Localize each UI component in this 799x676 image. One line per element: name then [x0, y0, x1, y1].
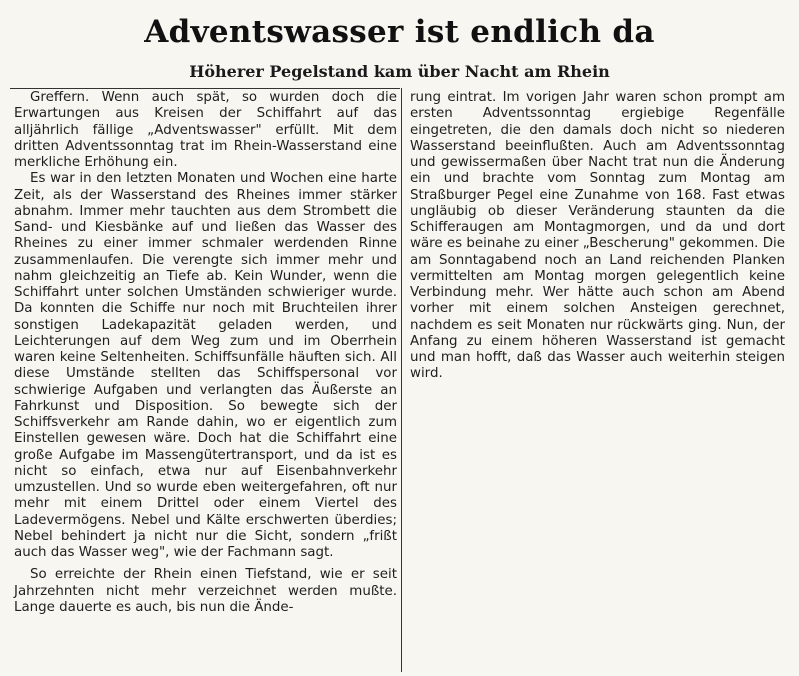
paragraph-4: rung eintrat. Im vorigen Jahr waren schon prompt am ersten Adventssonntag ergiebige Regenfälle eingetreten, die den damals doch nicht so niederen Wasserstand beeinflußten. Auch am Adventssonntag und gewissermaßen über Nacht trat nun die Änderung ein und brachte vom Sonntag zum Montag am Straßburger Pegel eine Zunahme von 168. Fast etwas ungläubig ob dieser Veränderung staunten da die Schifferaugen am Montagmorgen, und da und dort wäre es beinahe zu einer „Bescherung" gekommen. Die am Sonntagabend noch an Land reichenden Planken vermittelten am Montag morgen gelegentlich keine Verbindung mehr. Wer hätte auch schon am Abend vorher mit einem solchen Ansteigen gerechnet, nachdem es seit Monaten nur rückwärts ging. Nun, der Anfang zu einem höheren Wasserstand ist gemacht und man hofft, daß das Wasser auch weiterhin steigen wird. — [410, 90, 785, 382]
headline: Adventswasser ist endlich da — [144, 14, 655, 50]
paragraph-3: So erreichte der Rhein einen Tiefstand, wie er seit Jahrzehnten nicht mehr verzeichnet werden mußte. Lange dauerte es auch, bis nun die Ände- — [14, 567, 397, 615]
top-rule — [10, 88, 400, 89]
column-divider — [401, 88, 402, 672]
subheadline: Höherer Pegelstand kam über Nacht am Rhein — [189, 62, 610, 81]
paragraph-1: Greffern. Wenn auch spät, so wurden doch die Erwartungen aus Kreisen der Schiffahrt auf das alljährlich fällige „Adventswasser" erfüllt. Mit dem dritten Adventssonntag trat im Rhein-Wasserstand eine merkliche Erhöhung ein. — [14, 90, 397, 170]
column-right — [410, 90, 785, 383]
column-left — [14, 90, 397, 616]
paragraph-2: Es war in den letzten Monaten und Wochen eine harte Zeit, als der Wasserstand des Rheines immer stärker abnahm. Immer mehr tauchten aus dem Strombett die Sand- und Kiesbänke auf und ließen das Wasser des Rheines zu einer immer schmaler werdenden Rinne zusammenlaufen. Die verengte sich immer mehr und nahm gleichzeitig an Tiefe ab. Kein Wunder, wenn die Schiffahrt unter solchen Umständen schwieriger wurde. Da konnten die Schiffe nur noch mit Bruchteilen ihrer sonstigen Ladekapazität geladen werden, und Leichterungen auf dem Weg zum und im Oberrhein waren keine Seltenheiten. Schiffsunfälle häuften sich. All diese Umstände stellten das Schiffspersonal vor schwierige Aufgaben und verlangten das Äußerste an Fahrkunst und Disposition. So bewegte sich der Schiffsverkehr am Rande dahin, wo er eigentlich zum Einstellen gewesen wäre. Doch hat die Schiffahrt eine große Aufgabe im Massengütertransport, und da ist es nicht so einfach, etwa nur auf Eisenbahnverkehr umzustellen. Und so wurde eben weitergefahren, oft nur mehr mit einem Drittel oder einem Viertel des Ladevermögens. Nebel und Kälte erschwerten überdies; Nebel behindert ja nicht nur die Sicht, sondern „frißt auch das Wasser weg", wie der Fachmann sagt. — [14, 171, 397, 560]
